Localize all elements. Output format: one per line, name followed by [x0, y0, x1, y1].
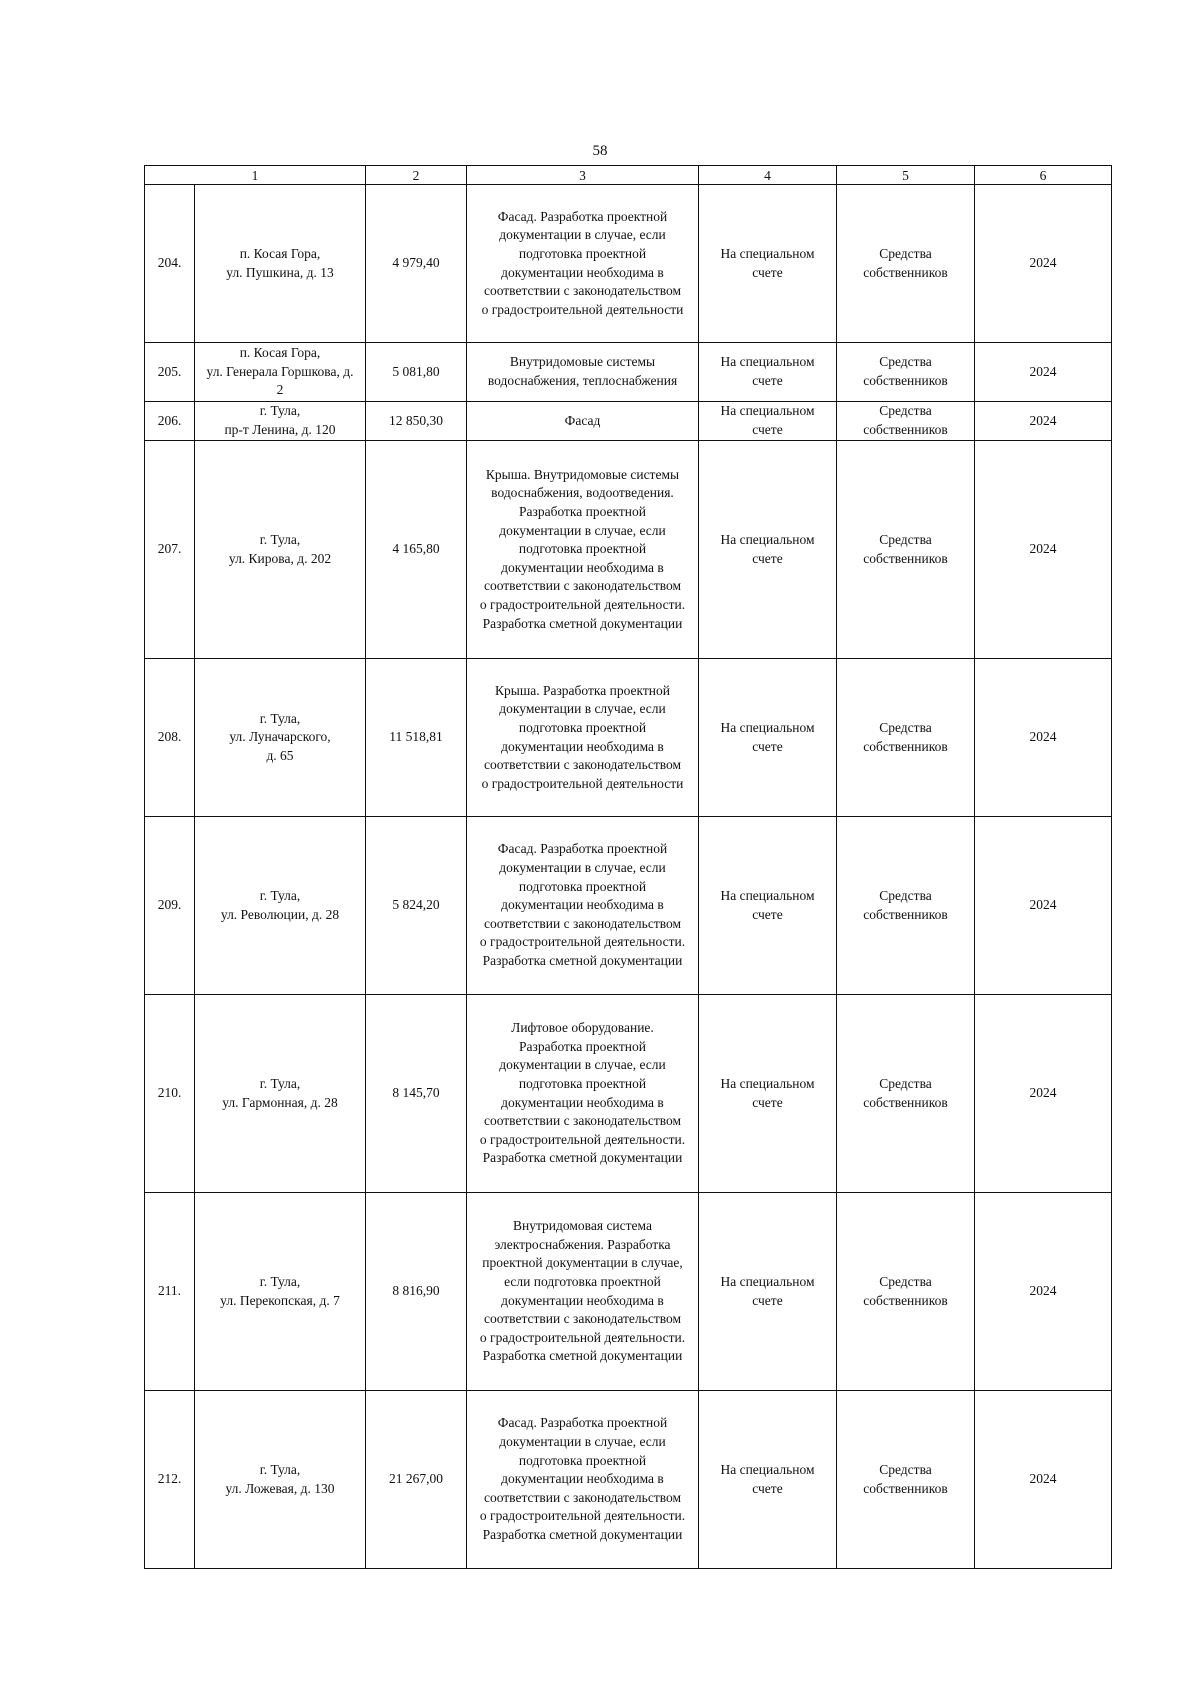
table-row [145, 659, 1112, 817]
building-area: 4 979,40 [366, 185, 467, 343]
fund-method: На специальном счете [699, 402, 837, 441]
column-header: 3 [467, 166, 699, 185]
building-area: 8 145,70 [366, 995, 467, 1193]
column-header: 6 [975, 166, 1112, 185]
funding-source: Средства собственников [837, 343, 975, 402]
repair-works: Фасад. Разработка проектной документации в случае, если подготовка проектной документации необходима в соответствии с законодательством о градостроительной деятельности [467, 185, 699, 343]
funding-source: Средства собственников [837, 402, 975, 441]
table-row [145, 441, 1112, 659]
fund-method: На специальном счете [699, 185, 837, 343]
fund-method: На специальном счете [699, 441, 837, 659]
funding-source: Средства собственников [837, 659, 975, 817]
repair-year: 2024 [975, 659, 1112, 817]
capital-repair-table [144, 165, 1112, 1569]
building-address: г. Тула, ул. Ложевая, д. 130 [195, 1391, 366, 1569]
funding-source: Средства собственников [837, 1391, 975, 1569]
repair-works: Фасад [467, 402, 699, 441]
row-number: 208. [145, 659, 195, 817]
repair-year: 2024 [975, 402, 1112, 441]
fund-method: На специальном счете [699, 817, 837, 995]
row-number: 211. [145, 1193, 195, 1391]
building-area: 5 081,80 [366, 343, 467, 402]
table-row [145, 995, 1112, 1193]
building-area: 11 518,81 [366, 659, 467, 817]
building-address: г. Тула, ул. Перекопская, д. 7 [195, 1193, 366, 1391]
repair-year: 2024 [975, 441, 1112, 659]
table-row [145, 1391, 1112, 1569]
row-number: 204. [145, 185, 195, 343]
table-row [145, 1193, 1112, 1391]
row-number: 207. [145, 441, 195, 659]
fund-method: На специальном счете [699, 1391, 837, 1569]
fund-method: На специальном счете [699, 995, 837, 1193]
column-header: 4 [699, 166, 837, 185]
table-header-row [145, 166, 1112, 185]
building-area: 12 850,30 [366, 402, 467, 441]
funding-source: Средства собственников [837, 995, 975, 1193]
repair-year: 2024 [975, 343, 1112, 402]
table-row [145, 402, 1112, 441]
table-row [145, 817, 1112, 995]
row-number: 209. [145, 817, 195, 995]
building-address: п. Косая Гора, ул. Генерала Горшкова, д. 2 [195, 343, 366, 402]
building-area: 5 824,20 [366, 817, 467, 995]
repair-works: Крыша. Разработка проектной документации в случае, если подготовка проектной документации необходима в соответствии с законодательством о градостроительной деятельности [467, 659, 699, 817]
building-area: 21 267,00 [366, 1391, 467, 1569]
repair-works: Фасад. Разработка проектной документации в случае, если подготовка проектной документации необходима в соответствии с законодательством о градостроительной деятельности. Разработка сметной документации [467, 817, 699, 995]
page-number: 58 [592, 143, 608, 159]
repair-year: 2024 [975, 185, 1112, 343]
repair-works: Лифтовое оборудование. Разработка проектной документации в случае, если подготовка проектной документации необходима в соответствии с законодательством о градостроительной деятельности. Разработка сметной документации [467, 995, 699, 1193]
fund-method: На специальном счете [699, 659, 837, 817]
repair-works: Внутридомовые системы водоснабжения, теплоснабжения [467, 343, 699, 402]
building-address: г. Тула, ул. Кирова, д. 202 [195, 441, 366, 659]
row-number: 206. [145, 402, 195, 441]
table-row [145, 185, 1112, 343]
column-header: 1 [145, 166, 366, 185]
repair-year: 2024 [975, 817, 1112, 995]
column-header: 5 [837, 166, 975, 185]
building-address: п. Косая Гора, ул. Пушкина, д. 13 [195, 185, 366, 343]
repair-year: 2024 [975, 1391, 1112, 1569]
building-area: 8 816,90 [366, 1193, 467, 1391]
funding-source: Средства собственников [837, 1193, 975, 1391]
repair-works: Фасад. Разработка проектной документации в случае, если подготовка проектной документации необходима в соответствии с законодательством о градостроительной деятельности. Разработка сметной документации [467, 1391, 699, 1569]
table-row [145, 343, 1112, 402]
funding-source: Средства собственников [837, 185, 975, 343]
building-address: г. Тула, ул. Гармонная, д. 28 [195, 995, 366, 1193]
building-address: г. Тула, ул. Луначарского, д. 65 [195, 659, 366, 817]
repair-year: 2024 [975, 995, 1112, 1193]
repair-works: Внутридомовая система электроснабжения. Разработка проектной документации в случае, если подготовка проектной документации необходима в соответствии с законодательством о градостроительной деятельности. Разработка сметной документации [467, 1193, 699, 1391]
funding-source: Средства собственников [837, 441, 975, 659]
building-area: 4 165,80 [366, 441, 467, 659]
row-number: 205. [145, 343, 195, 402]
fund-method: На специальном счете [699, 1193, 837, 1391]
building-address: г. Тула, пр-т Ленина, д. 120 [195, 402, 366, 441]
row-number: 212. [145, 1391, 195, 1569]
funding-source: Средства собственников [837, 817, 975, 995]
repair-works: Крыша. Внутридомовые системы водоснабжения, водоотведения. Разработка проектной документации в случае, если подготовка проектной документации необходима в соответствии с законодательством о градостроительной деятельности. Разработка сметной документации [467, 441, 699, 659]
fund-method: На специальном счете [699, 343, 837, 402]
column-header: 2 [366, 166, 467, 185]
building-address: г. Тула, ул. Революции, д. 28 [195, 817, 366, 995]
repair-year: 2024 [975, 1193, 1112, 1391]
row-number: 210. [145, 995, 195, 1193]
